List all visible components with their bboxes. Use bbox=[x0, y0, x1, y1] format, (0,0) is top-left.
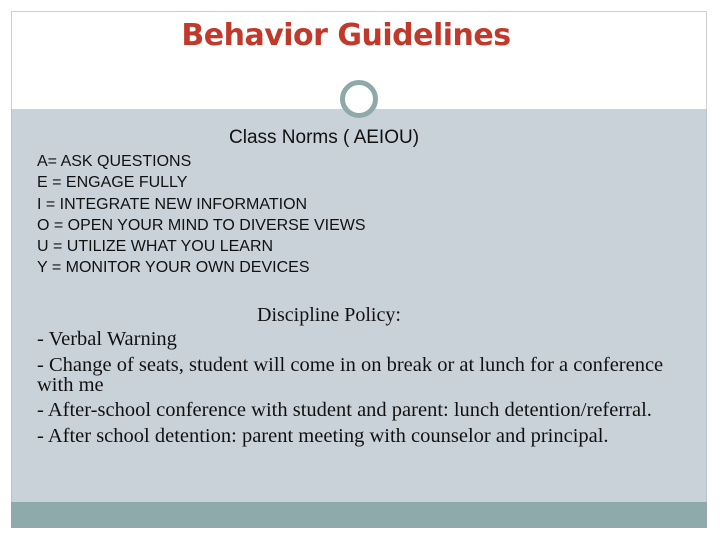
discipline-policy-list bbox=[37, 329, 677, 451]
class-norms-list bbox=[37, 151, 366, 279]
policy-item-change-of-seats: - Change of seats, student will come in on break or at lunch for a conference with me bbox=[37, 353, 664, 396]
policy-item-verbal-warning: - Verbal Warning bbox=[37, 328, 177, 350]
norm-item-u: U = UTILIZE WHAT YOU LEARN bbox=[37, 238, 274, 256]
norm-item-a: A= ASK QUESTIONS bbox=[37, 153, 192, 170]
policy-item-after-school-detention: - After school detention: parent meeting with counselor and principal. bbox=[37, 424, 609, 447]
norm-item-e: E = ENGAGE FULLY bbox=[37, 174, 188, 192]
discipline-policy-heading: Discipline Policy: bbox=[257, 304, 401, 326]
norm-item-i: I = INTEGRATE NEW INFORMATION bbox=[37, 195, 308, 213]
slide-title-text: Behavior Guidelines bbox=[181, 18, 511, 53]
norm-item-y: Y = MONITOR YOUR OWN DEVICES bbox=[37, 259, 310, 277]
class-norms-heading: Class Norms ( AEIOU) bbox=[229, 127, 420, 148]
policy-item-after-school-conference: - After-school conference with student and parent: lunch detention/referral. bbox=[37, 399, 652, 421]
ring-ornament-icon bbox=[340, 80, 378, 118]
norm-item-o: O = OPEN YOUR MIND TO DIVERSE VIEWS bbox=[37, 216, 366, 234]
slide-title bbox=[11, 18, 707, 53]
footer-bar bbox=[11, 502, 707, 528]
